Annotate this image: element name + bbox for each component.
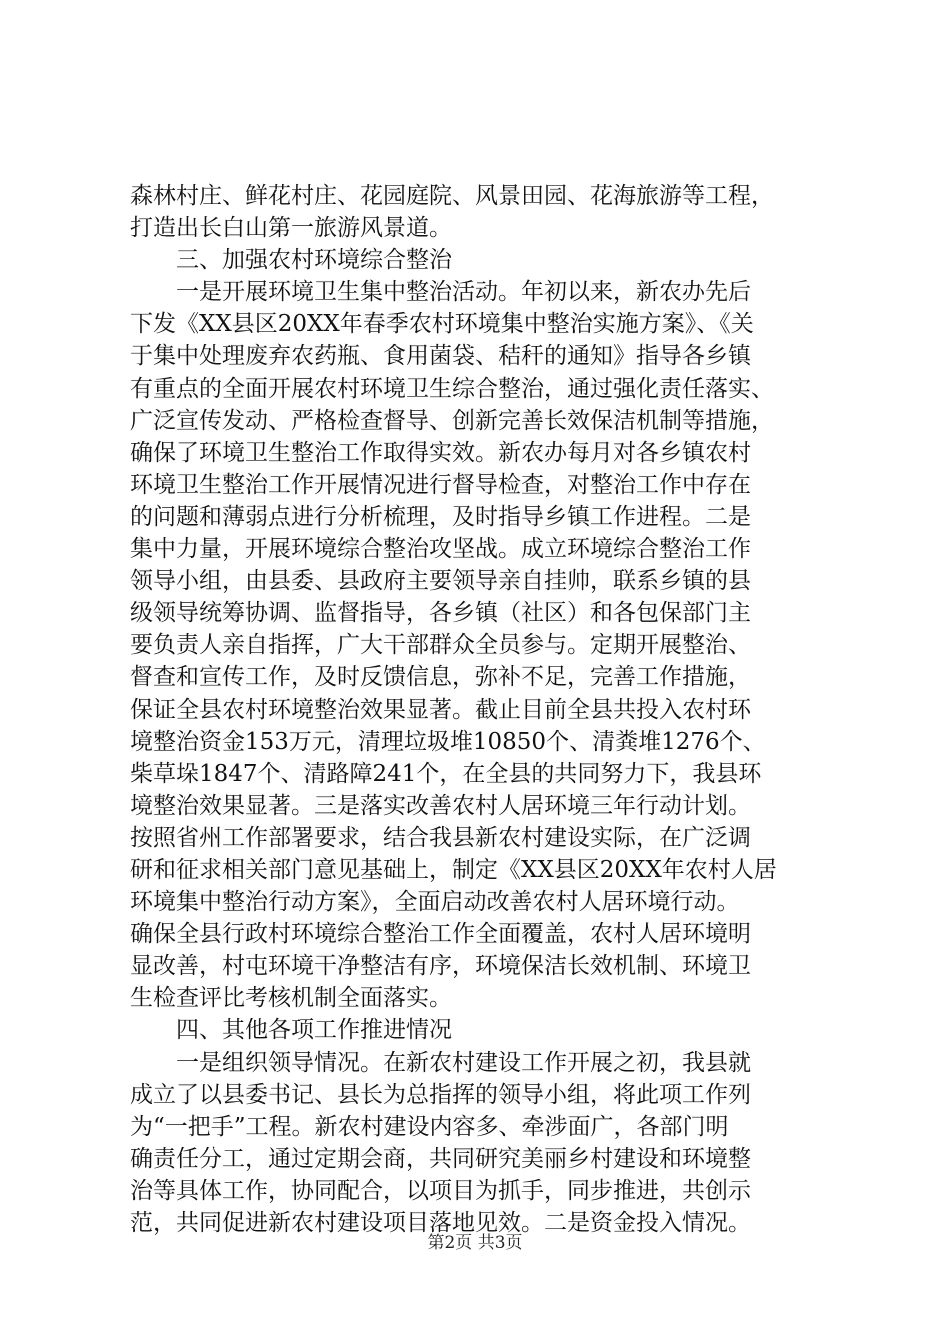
text-line: 确保全县行政村环境综合整治工作全面覆盖，农村人居环境明 [130,921,751,948]
text-line: 森林村庄、鲜花村庄、花园庭院、风景田园、花海旅游等工程， [130,183,774,209]
text-line: 范，共同促进新农村建设项目落地见效。二是资金投入情况。 [130,1210,751,1236]
text-line: 领导小组，由县委、县政府主要领导亲自挂帅，联系乡镇的县 [130,568,751,595]
text-line: 环境集中整治行动方案》，全面启动改善农村人居环境行动。 [130,889,740,916]
text-line: 显改善，村屯环境干净整洁有序，环境保洁长效机制、环境卫 [130,953,751,980]
text-line: 三、加强农村环境综合整治 [130,247,452,274]
text-line: 治等具体工作，协同配合，以项目为抓手，同步推进，共创示 [130,1177,751,1204]
text-line: 按照省州工作部署要求，结合我县新农村建设实际，在广泛调 [130,824,751,851]
text-line: 集中力量，开展环境综合整治攻坚战。成立环境综合整治工作 [130,536,751,563]
text-line: 广泛宣传发动、严格检查督导、创新完善长效保洁机制等措施， [130,407,774,434]
text-line: 保证全县农村环境整治效果显著。截止目前全县共投入农村环 [130,696,751,723]
text-line: 要负责人亲自指挥，广大干部群众全员参与。定期开展整治、 [130,632,751,659]
text-line: 下发《XX县区20XX年春季农村环境集中整治实施方案》、《关 [130,311,754,338]
text-line: 研和征求相关部门意见基础上，制定《XX县区20XX年农村人居 [130,856,777,883]
text-line: 环境卫生整治工作开展情况进行督导检查，对整治工作中存在 [130,471,751,498]
text-line: 有重点的全面开展农村环境卫生综合整治，通过强化责任落实、 [130,375,774,402]
text-line: 一是组织领导情况。在新农村建设工作开展之初，我县就 [130,1049,751,1076]
text-line: 柴草垛1847个、清路障241个，在全县的共同努力下，我县环 [130,760,762,787]
text-line: 为“一把手”工程。新农村建设内容多、牵涉面广，各部门明 [130,1113,729,1140]
text-line: 打造出长白山第一旅游风景道。 [130,215,452,242]
text-line: 境整治资金153万元，清理垃圾堆10850个、清粪堆1276个、 [130,728,766,755]
text-line: 级领导统筹协调、监督指导，各乡镇（社区）和各包保部门主 [130,600,751,627]
text-line: 生检查评比考核机制全面落实。 [130,985,452,1012]
text-line: 成立了以县委书记、县长为总指挥的领导小组，将此项工作列 [130,1081,751,1108]
text-line: 一是开展环境卫生集中整治活动。年初以来，新农办先后 [130,279,751,306]
text-line: 督查和宣传工作，及时反馈信息，弥补不足，完善工作措施， [130,664,751,691]
text-line: 确保了环境卫生整治工作取得实效。新农办每月对各乡镇农村 [130,439,751,466]
text-line: 境整治效果显著。三是落实改善农村人居环境三年行动计划。 [130,792,751,819]
text-line: 于集中处理废弃农药瓶、食用菌袋、秸秆的通知》指导各乡镇 [130,343,751,370]
text-line: 四、其他各项工作推进情况 [130,1017,452,1044]
text-line: 的问题和薄弱点进行分析梳理，及时指导乡镇工作进程。二是 [130,503,751,530]
document-body [130,180,830,1239]
page-number-footer: 第2页 共3页 [427,1233,523,1253]
text-line: 确责任分工，通过定期会商，共同研究美丽乡村建设和环境整 [130,1145,751,1172]
